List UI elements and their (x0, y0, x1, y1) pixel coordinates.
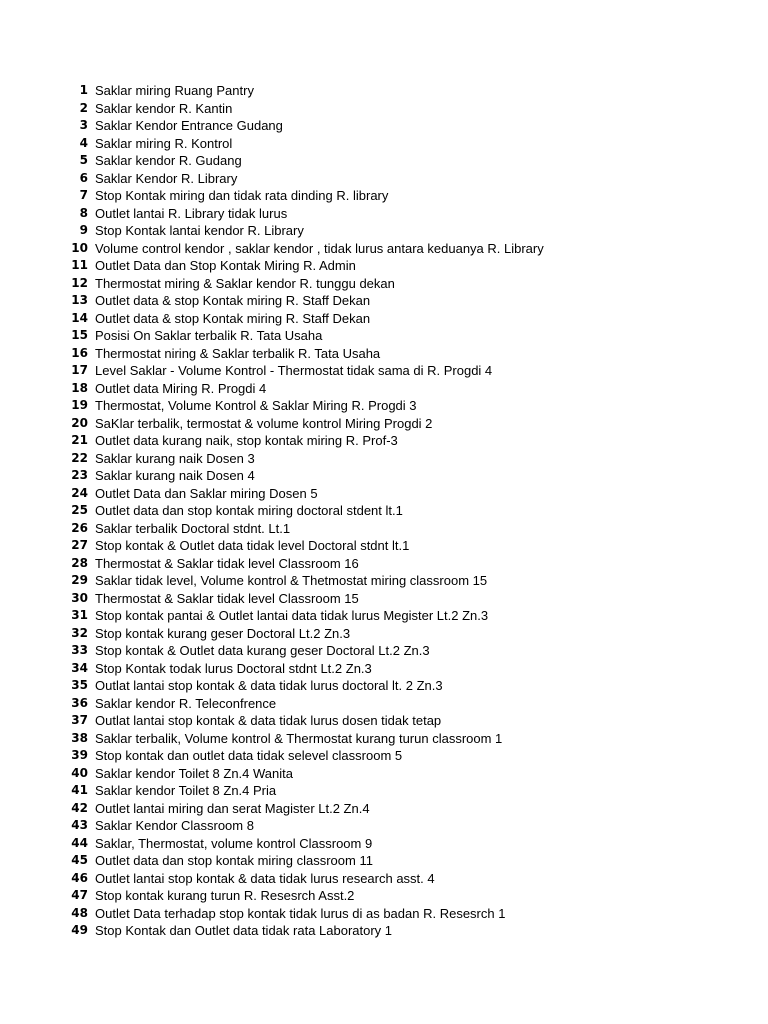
item-description: Saklar terbalik Doctoral stdnt. Lt.1 (95, 520, 291, 536)
item-number: 20 (71, 415, 88, 430)
item-number: 21 (71, 433, 88, 447)
item-number: 28 (71, 555, 88, 570)
list-item (0, 922, 768, 940)
item-number: 35 (71, 678, 88, 692)
list-item (0, 467, 768, 485)
item-description: Thermostat niring & Saklar terbalik R. Tata Usaha (95, 345, 381, 361)
item-description: Saklar kurang naik Dosen 4 (95, 468, 255, 483)
list-item (0, 205, 768, 223)
list-item (0, 800, 768, 818)
item-number: 40 (71, 765, 88, 780)
item-number: 1 (79, 83, 88, 97)
list-item (0, 782, 768, 800)
list-item (0, 275, 768, 293)
item-description: SaKlar terbalik, termostat & volume kontrol Miring Progdi 2 (95, 415, 433, 431)
item-description: Saklar kendor R. Kantin (95, 100, 233, 116)
item-number: 5 (79, 153, 88, 167)
item-number: 8 (79, 205, 88, 220)
list-item (0, 520, 768, 538)
item-number: 6 (79, 170, 88, 185)
item-number: 26 (71, 520, 88, 535)
item-description: Saklar Kendor R. Library (95, 170, 238, 186)
list-item (0, 870, 768, 888)
list-item (0, 712, 768, 730)
item-number: 43 (71, 818, 88, 832)
item-number: 33 (71, 643, 88, 657)
item-number: 7 (79, 188, 88, 202)
list-item (0, 117, 768, 135)
list-item (0, 450, 768, 468)
item-number: 39 (71, 748, 88, 762)
item-description: Stop Kontak miring dan tidak rata dinding R. library (95, 188, 389, 203)
item-number: 3 (79, 118, 88, 132)
item-number: 48 (71, 905, 88, 920)
item-description: Thermostat & Saklar tidak level Classroom 15 (95, 590, 359, 606)
list-item (0, 887, 768, 905)
list-item (0, 152, 768, 170)
list-item (0, 660, 768, 678)
item-number: 19 (71, 398, 88, 412)
list-item (0, 170, 768, 188)
item-number: 23 (71, 468, 88, 482)
list-item (0, 485, 768, 503)
list-item (0, 607, 768, 625)
item-number: 15 (71, 328, 88, 342)
item-description: Saklar, Thermostat, volume kontrol Classroom 9 (95, 835, 373, 851)
list-item (0, 730, 768, 748)
list-item (0, 362, 768, 380)
list-item (0, 677, 768, 695)
item-number: 46 (71, 870, 88, 885)
item-description: Saklar kurang naik Dosen 3 (95, 450, 255, 466)
item-description: Outlet Data dan Stop Kontak Miring R. Admin (95, 258, 356, 273)
item-number: 4 (79, 135, 88, 150)
item-description: Stop kontak kurang turun R. Resesrch Asst.2 (95, 888, 355, 903)
item-number: 24 (71, 485, 88, 500)
list-item (0, 852, 768, 870)
item-number: 9 (79, 223, 88, 237)
item-number: 17 (71, 363, 88, 377)
item-description: Saklar kendor Toilet 8 Zn.4 Pria (95, 783, 277, 798)
item-description: Saklar kendor R. Gudang (95, 153, 242, 168)
item-description: Outlet lantai stop kontak & data tidak lurus research asst. 4 (95, 870, 435, 886)
list-item (0, 187, 768, 205)
item-description: Outlet data kurang naik, stop kontak miring R. Prof-3 (95, 433, 398, 448)
list-item (0, 432, 768, 450)
item-description: Stop Kontak lantai kendor R. Library (95, 223, 304, 238)
item-description: Posisi On Saklar terbalik R. Tata Usaha (95, 328, 323, 343)
item-description: Saklar tidak level, Volume kontrol & Thetmostat miring classroom 15 (95, 573, 488, 588)
list-item (0, 82, 768, 100)
item-number: 16 (71, 345, 88, 360)
item-description: Saklar Kendor Classroom 8 (95, 818, 254, 833)
defect-list (0, 82, 768, 940)
item-number: 37 (71, 713, 88, 727)
item-description: Outlet Data dan Saklar miring Dosen 5 (95, 485, 318, 501)
item-description: Stop Kontak todak lurus Doctoral stdnt Lt.2 Zn.3 (95, 660, 372, 676)
list-item (0, 222, 768, 240)
list-item (0, 292, 768, 310)
item-description: Outlat lantai stop kontak & data tidak lurus doctoral lt. 2 Zn.3 (95, 678, 443, 693)
item-number: 34 (71, 660, 88, 675)
item-description: Stop kontak & Outlet data tidak level Doctoral stdnt lt.1 (95, 538, 410, 553)
item-description: Thermostat, Volume Kontrol & Saklar Miring R. Progdi 3 (95, 398, 417, 413)
list-item (0, 572, 768, 590)
list-item (0, 310, 768, 328)
item-description: Thermostat & Saklar tidak level Classroom 16 (95, 555, 359, 571)
item-number: 47 (71, 888, 88, 902)
list-item (0, 555, 768, 573)
item-number: 45 (71, 853, 88, 867)
item-description: Stop kontak kurang geser Doctoral Lt.2 Zn.3 (95, 625, 351, 641)
list-item (0, 817, 768, 835)
item-number: 10 (71, 240, 88, 255)
item-number: 27 (71, 538, 88, 552)
item-description: Outlet lantai R. Library tidak lurus (95, 205, 288, 221)
list-item (0, 240, 768, 258)
item-description: Stop kontak & Outlet data kurang geser Doctoral Lt.2 Zn.3 (95, 643, 430, 658)
item-number: 11 (71, 258, 88, 272)
list-item (0, 905, 768, 923)
item-description: Outlet data dan stop kontak miring doctoral stdent lt.1 (95, 503, 403, 518)
item-description: Volume control kendor , saklar kendor , tidak lurus antara keduanya R. Library (95, 240, 544, 256)
list-item (0, 100, 768, 118)
list-item (0, 502, 768, 520)
list-item (0, 327, 768, 345)
item-description: Outlet data & stop Kontak miring R. Staff Dekan (95, 310, 371, 326)
list-item (0, 397, 768, 415)
list-item (0, 835, 768, 853)
list-item (0, 642, 768, 660)
list-item (0, 380, 768, 398)
item-description: Saklar Kendor Entrance Gudang (95, 118, 283, 133)
item-description: Saklar kendor R. Teleconfrence (95, 695, 277, 711)
item-number: 13 (71, 293, 88, 307)
list-item (0, 747, 768, 765)
list-item (0, 590, 768, 608)
item-number: 36 (71, 695, 88, 710)
item-description: Outlet lantai miring dan serat Magister Lt.2 Zn.4 (95, 800, 370, 816)
item-number: 29 (71, 573, 88, 587)
item-number: 12 (71, 275, 88, 290)
list-item (0, 625, 768, 643)
item-number: 14 (71, 310, 88, 325)
list-item (0, 345, 768, 363)
item-number: 22 (71, 450, 88, 465)
list-item (0, 765, 768, 783)
item-description: Outlet data & stop Kontak miring R. Staff Dekan (95, 293, 371, 308)
item-description: Stop Kontak dan Outlet data tidak rata Laboratory 1 (95, 923, 393, 938)
list-item (0, 135, 768, 153)
item-number: 42 (71, 800, 88, 815)
item-number: 32 (71, 625, 88, 640)
item-number: 44 (71, 835, 88, 850)
list-item (0, 415, 768, 433)
item-number: 18 (71, 380, 88, 395)
list-item (0, 695, 768, 713)
item-description: Outlat lantai stop kontak & data tidak lurus dosen tidak tetap (95, 713, 442, 728)
item-number: 2 (79, 100, 88, 115)
item-description: Thermostat miring & Saklar kendor R. tunggu dekan (95, 275, 395, 291)
item-description: Outlet data Miring R. Progdi 4 (95, 380, 267, 396)
list-item (0, 537, 768, 555)
item-description: Saklar miring Ruang Pantry (95, 83, 254, 98)
item-description: Saklar miring R. Kontrol (95, 135, 233, 151)
item-number: 49 (71, 923, 88, 937)
item-number: 41 (71, 783, 88, 797)
item-description: Stop kontak dan outlet data tidak selevel classroom 5 (95, 748, 403, 763)
item-number: 38 (71, 730, 88, 745)
item-description: Outlet data dan stop kontak miring classroom 11 (95, 853, 373, 868)
item-number: 30 (71, 590, 88, 605)
item-number: 25 (71, 503, 88, 517)
list-item (0, 257, 768, 275)
item-description: Saklar terbalik, Volume kontrol & Thermostat kurang turun classroom 1 (95, 730, 503, 746)
item-description: Stop kontak pantai & Outlet lantai data tidak lurus Megister Lt.2 Zn.3 (95, 608, 489, 623)
item-number: 31 (71, 608, 88, 622)
item-description: Saklar kendor Toilet 8 Zn.4 Wanita (95, 765, 293, 781)
item-description: Outlet Data terhadap stop kontak tidak lurus di as badan R. Resesrch 1 (95, 905, 506, 921)
item-description: Level Saklar - Volume Kontrol - Thermostat tidak sama di R. Progdi 4 (95, 363, 493, 378)
